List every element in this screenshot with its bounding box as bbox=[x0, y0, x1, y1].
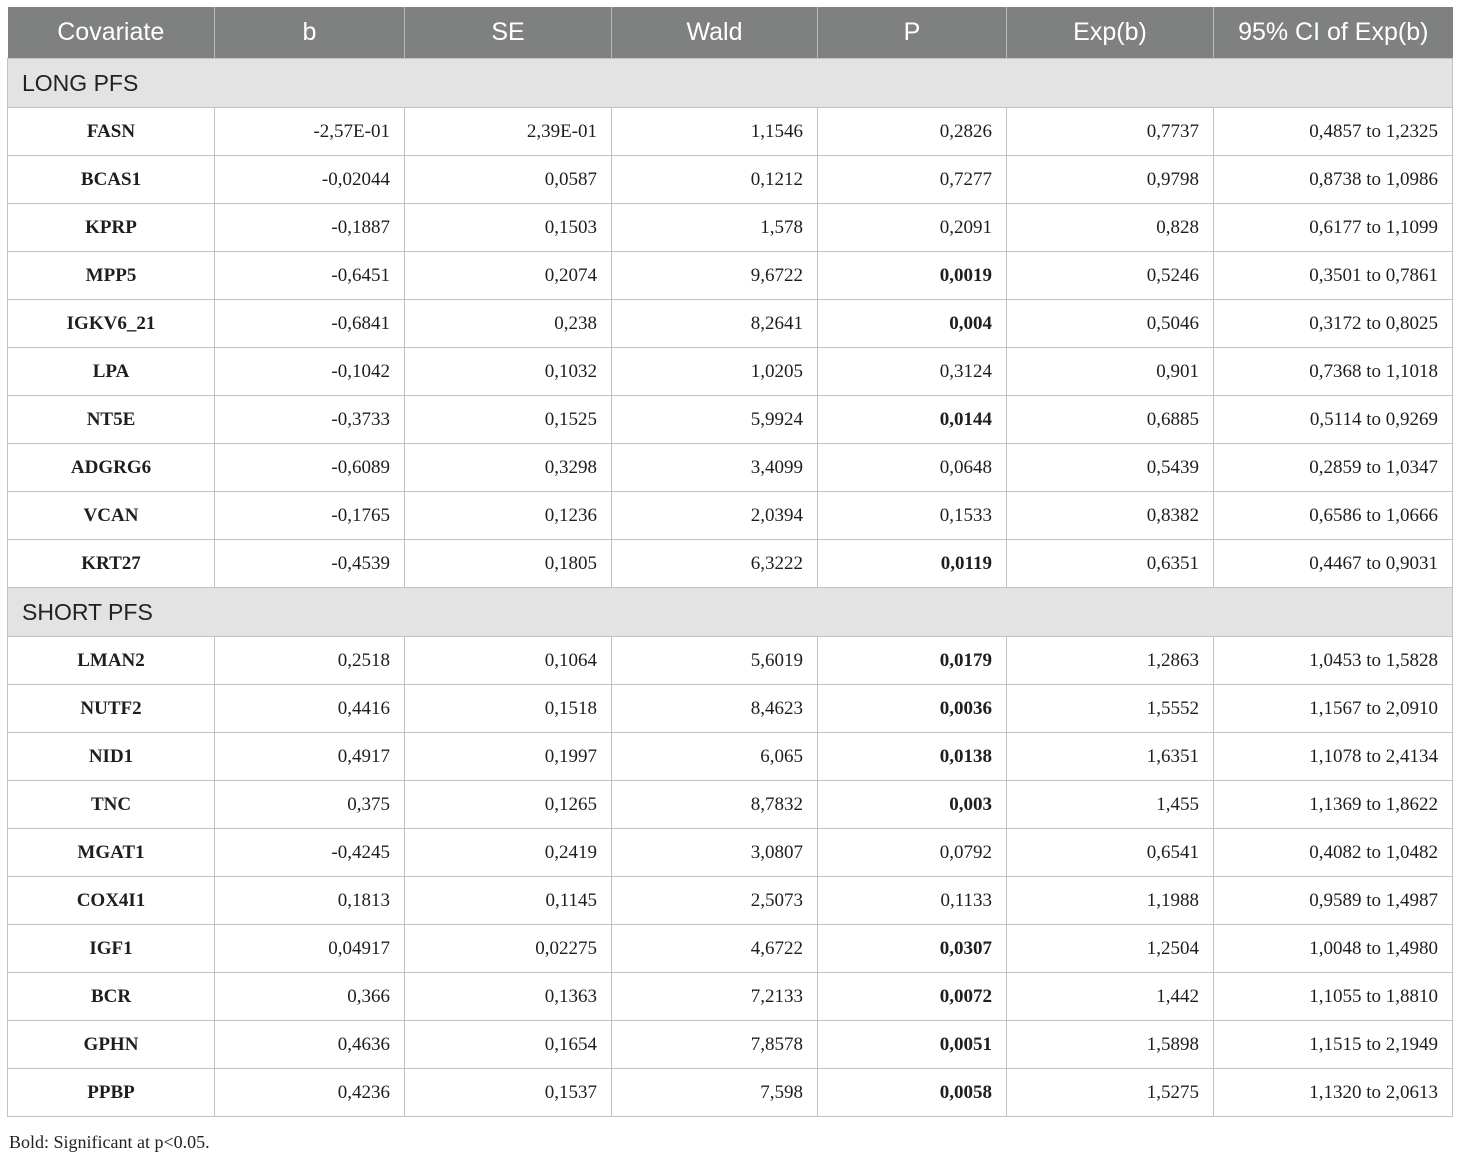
cell-wald: 6,3222 bbox=[612, 540, 818, 588]
cell-se: 0,1997 bbox=[405, 733, 612, 781]
header-b: b bbox=[215, 7, 405, 59]
cell-se: 0,3298 bbox=[405, 444, 612, 492]
cell-p: 0,2826 bbox=[818, 108, 1007, 156]
cell-b: -0,6841 bbox=[215, 300, 405, 348]
cell-ci: 0,8738 to 1,0986 bbox=[1214, 156, 1453, 204]
cell-ci: 0,3501 to 0,7861 bbox=[1214, 252, 1453, 300]
cell-ci: 1,1515 to 2,1949 bbox=[1214, 1021, 1453, 1069]
table-row bbox=[8, 396, 1453, 444]
cell-p: 0,004 bbox=[818, 300, 1007, 348]
cell-expb: 1,1988 bbox=[1007, 877, 1214, 925]
cell-covariate: LMAN2 bbox=[8, 637, 215, 685]
cell-p: 0,0307 bbox=[818, 925, 1007, 973]
cell-se: 0,1537 bbox=[405, 1069, 612, 1117]
cell-wald: 8,7832 bbox=[612, 781, 818, 829]
cell-wald: 7,2133 bbox=[612, 973, 818, 1021]
cell-wald: 7,598 bbox=[612, 1069, 818, 1117]
table-row bbox=[8, 540, 1453, 588]
cell-se: 2,39E-01 bbox=[405, 108, 612, 156]
section-row bbox=[8, 588, 1453, 637]
cell-p: 0,0072 bbox=[818, 973, 1007, 1021]
cell-ci: 0,4082 to 1,0482 bbox=[1214, 829, 1453, 877]
cell-p: 0,0648 bbox=[818, 444, 1007, 492]
cell-expb: 0,5046 bbox=[1007, 300, 1214, 348]
cell-se: 0,1032 bbox=[405, 348, 612, 396]
cell-ci: 1,1078 to 2,4134 bbox=[1214, 733, 1453, 781]
cell-covariate: MGAT1 bbox=[8, 829, 215, 877]
cell-expb: 0,6885 bbox=[1007, 396, 1214, 444]
cell-expb: 0,901 bbox=[1007, 348, 1214, 396]
cell-se: 0,1363 bbox=[405, 973, 612, 1021]
header-covariate: Covariate bbox=[8, 7, 215, 59]
header-row bbox=[8, 7, 1453, 59]
cell-b: 0,4636 bbox=[215, 1021, 405, 1069]
cell-wald: 5,9924 bbox=[612, 396, 818, 444]
cell-covariate: NUTF2 bbox=[8, 685, 215, 733]
cell-se: 0,1236 bbox=[405, 492, 612, 540]
cell-wald: 3,4099 bbox=[612, 444, 818, 492]
cell-b: -2,57E-01 bbox=[215, 108, 405, 156]
header-se: SE bbox=[405, 7, 612, 59]
cell-b: 0,4917 bbox=[215, 733, 405, 781]
cell-p: 0,3124 bbox=[818, 348, 1007, 396]
cell-wald: 8,4623 bbox=[612, 685, 818, 733]
cell-p: 0,0792 bbox=[818, 829, 1007, 877]
cell-ci: 0,6586 to 1,0666 bbox=[1214, 492, 1453, 540]
cell-covariate: KPRP bbox=[8, 204, 215, 252]
cell-p: 0,0119 bbox=[818, 540, 1007, 588]
cell-ci: 0,3172 to 0,8025 bbox=[1214, 300, 1453, 348]
cell-b: 0,1813 bbox=[215, 877, 405, 925]
table-row bbox=[8, 108, 1453, 156]
table-body bbox=[8, 59, 1453, 1117]
section-title: LONG PFS bbox=[8, 59, 1453, 108]
cell-b: -0,3733 bbox=[215, 396, 405, 444]
cell-expb: 0,828 bbox=[1007, 204, 1214, 252]
cell-wald: 6,065 bbox=[612, 733, 818, 781]
cell-se: 0,1265 bbox=[405, 781, 612, 829]
cell-ci: 1,0048 to 1,4980 bbox=[1214, 925, 1453, 973]
table-row bbox=[8, 300, 1453, 348]
table-row bbox=[8, 685, 1453, 733]
cell-b: -0,4539 bbox=[215, 540, 405, 588]
cell-expb: 1,5552 bbox=[1007, 685, 1214, 733]
cell-covariate: IGKV6_21 bbox=[8, 300, 215, 348]
section-title: SHORT PFS bbox=[8, 588, 1453, 637]
cell-b: 0,04917 bbox=[215, 925, 405, 973]
cell-wald: 9,6722 bbox=[612, 252, 818, 300]
cell-p: 0,0058 bbox=[818, 1069, 1007, 1117]
cell-se: 0,1654 bbox=[405, 1021, 612, 1069]
results-table-container bbox=[7, 7, 1452, 1117]
cell-ci: 0,2859 to 1,0347 bbox=[1214, 444, 1453, 492]
cell-p: 0,0179 bbox=[818, 637, 1007, 685]
cell-ci: 1,1055 to 1,8810 bbox=[1214, 973, 1453, 1021]
cell-p: 0,0144 bbox=[818, 396, 1007, 444]
cell-covariate: ADGRG6 bbox=[8, 444, 215, 492]
cell-expb: 1,5275 bbox=[1007, 1069, 1214, 1117]
cell-expb: 0,5439 bbox=[1007, 444, 1214, 492]
cell-se: 0,2419 bbox=[405, 829, 612, 877]
table-row bbox=[8, 925, 1453, 973]
cell-se: 0,1145 bbox=[405, 877, 612, 925]
cell-se: 0,238 bbox=[405, 300, 612, 348]
header-wald: Wald bbox=[612, 7, 818, 59]
cell-p: 0,003 bbox=[818, 781, 1007, 829]
cell-wald: 1,1546 bbox=[612, 108, 818, 156]
cell-expb: 1,6351 bbox=[1007, 733, 1214, 781]
cell-se: 0,1518 bbox=[405, 685, 612, 733]
cell-covariate: COX4I1 bbox=[8, 877, 215, 925]
cell-wald: 1,0205 bbox=[612, 348, 818, 396]
cell-ci: 0,6177 to 1,1099 bbox=[1214, 204, 1453, 252]
cell-wald: 5,6019 bbox=[612, 637, 818, 685]
cell-se: 0,0587 bbox=[405, 156, 612, 204]
cell-expb: 0,9798 bbox=[1007, 156, 1214, 204]
cell-p: 0,7277 bbox=[818, 156, 1007, 204]
cell-expb: 0,8382 bbox=[1007, 492, 1214, 540]
cell-ci: 0,5114 to 0,9269 bbox=[1214, 396, 1453, 444]
cell-b: -0,6089 bbox=[215, 444, 405, 492]
cell-p: 0,0138 bbox=[818, 733, 1007, 781]
cell-expb: 0,5246 bbox=[1007, 252, 1214, 300]
cell-b: -0,4245 bbox=[215, 829, 405, 877]
table-header bbox=[8, 7, 1453, 59]
cell-se: 0,1525 bbox=[405, 396, 612, 444]
cell-b: 0,375 bbox=[215, 781, 405, 829]
cell-b: 0,366 bbox=[215, 973, 405, 1021]
cell-wald: 1,578 bbox=[612, 204, 818, 252]
cell-covariate: BCAS1 bbox=[8, 156, 215, 204]
cell-wald: 0,1212 bbox=[612, 156, 818, 204]
table-row bbox=[8, 973, 1453, 1021]
table-row bbox=[8, 637, 1453, 685]
cell-wald: 2,0394 bbox=[612, 492, 818, 540]
cell-covariate: KRT27 bbox=[8, 540, 215, 588]
table-row bbox=[8, 829, 1453, 877]
cell-se: 0,1805 bbox=[405, 540, 612, 588]
cell-b: 0,4236 bbox=[215, 1069, 405, 1117]
cell-expb: 0,7737 bbox=[1007, 108, 1214, 156]
table-row bbox=[8, 733, 1453, 781]
cell-expb: 0,6351 bbox=[1007, 540, 1214, 588]
table-row bbox=[8, 156, 1453, 204]
cell-expb: 1,2863 bbox=[1007, 637, 1214, 685]
cell-expb: 1,442 bbox=[1007, 973, 1214, 1021]
cell-b: 0,2518 bbox=[215, 637, 405, 685]
table-row bbox=[8, 492, 1453, 540]
header-p: P bbox=[818, 7, 1007, 59]
table-row bbox=[8, 204, 1453, 252]
cell-covariate: BCR bbox=[8, 973, 215, 1021]
cell-covariate: NID1 bbox=[8, 733, 215, 781]
cell-ci: 0,9589 to 1,4987 bbox=[1214, 877, 1453, 925]
cell-b: -0,02044 bbox=[215, 156, 405, 204]
cell-wald: 2,5073 bbox=[612, 877, 818, 925]
table-footnote: Bold: Significant at p<0.05. bbox=[9, 1132, 210, 1152]
cell-covariate: NT5E bbox=[8, 396, 215, 444]
header-ci: 95% CI of Exp(b) bbox=[1214, 7, 1453, 59]
cell-expb: 1,5898 bbox=[1007, 1021, 1214, 1069]
cell-se: 0,1064 bbox=[405, 637, 612, 685]
cell-expb: 0,6541 bbox=[1007, 829, 1214, 877]
table-row bbox=[8, 348, 1453, 396]
cell-wald: 7,8578 bbox=[612, 1021, 818, 1069]
cell-covariate: IGF1 bbox=[8, 925, 215, 973]
cell-b: -0,6451 bbox=[215, 252, 405, 300]
cell-expb: 1,455 bbox=[1007, 781, 1214, 829]
table-row bbox=[8, 1069, 1453, 1117]
cell-b: -0,1042 bbox=[215, 348, 405, 396]
table-row bbox=[8, 781, 1453, 829]
cell-covariate: PPBP bbox=[8, 1069, 215, 1117]
cell-se: 0,02275 bbox=[405, 925, 612, 973]
cell-covariate: FASN bbox=[8, 108, 215, 156]
cell-p: 0,0036 bbox=[818, 685, 1007, 733]
cell-covariate: MPP5 bbox=[8, 252, 215, 300]
cell-b: -0,1765 bbox=[215, 492, 405, 540]
table-row bbox=[8, 444, 1453, 492]
cell-expb: 1,2504 bbox=[1007, 925, 1214, 973]
table-row bbox=[8, 252, 1453, 300]
cell-ci: 0,7368 to 1,1018 bbox=[1214, 348, 1453, 396]
cell-ci: 1,1369 to 1,8622 bbox=[1214, 781, 1453, 829]
cell-ci: 1,1567 to 2,0910 bbox=[1214, 685, 1453, 733]
cell-ci: 1,0453 to 1,5828 bbox=[1214, 637, 1453, 685]
cell-se: 0,1503 bbox=[405, 204, 612, 252]
cell-p: 0,2091 bbox=[818, 204, 1007, 252]
section-row bbox=[8, 59, 1453, 108]
header-expb: Exp(b) bbox=[1007, 7, 1214, 59]
cell-covariate: GPHN bbox=[8, 1021, 215, 1069]
cell-b: 0,4416 bbox=[215, 685, 405, 733]
cell-p: 0,0019 bbox=[818, 252, 1007, 300]
cell-covariate: VCAN bbox=[8, 492, 215, 540]
table-row bbox=[8, 1021, 1453, 1069]
cell-ci: 1,1320 to 2,0613 bbox=[1214, 1069, 1453, 1117]
cell-covariate: TNC bbox=[8, 781, 215, 829]
cell-wald: 4,6722 bbox=[612, 925, 818, 973]
cox-regression-table bbox=[7, 7, 1453, 1117]
cell-b: -0,1887 bbox=[215, 204, 405, 252]
cell-ci: 0,4467 to 0,9031 bbox=[1214, 540, 1453, 588]
cell-wald: 3,0807 bbox=[612, 829, 818, 877]
cell-p: 0,0051 bbox=[818, 1021, 1007, 1069]
cell-wald: 8,2641 bbox=[612, 300, 818, 348]
cell-p: 0,1133 bbox=[818, 877, 1007, 925]
cell-ci: 0,4857 to 1,2325 bbox=[1214, 108, 1453, 156]
cell-covariate: LPA bbox=[8, 348, 215, 396]
cell-p: 0,1533 bbox=[818, 492, 1007, 540]
cell-se: 0,2074 bbox=[405, 252, 612, 300]
table-row bbox=[8, 877, 1453, 925]
